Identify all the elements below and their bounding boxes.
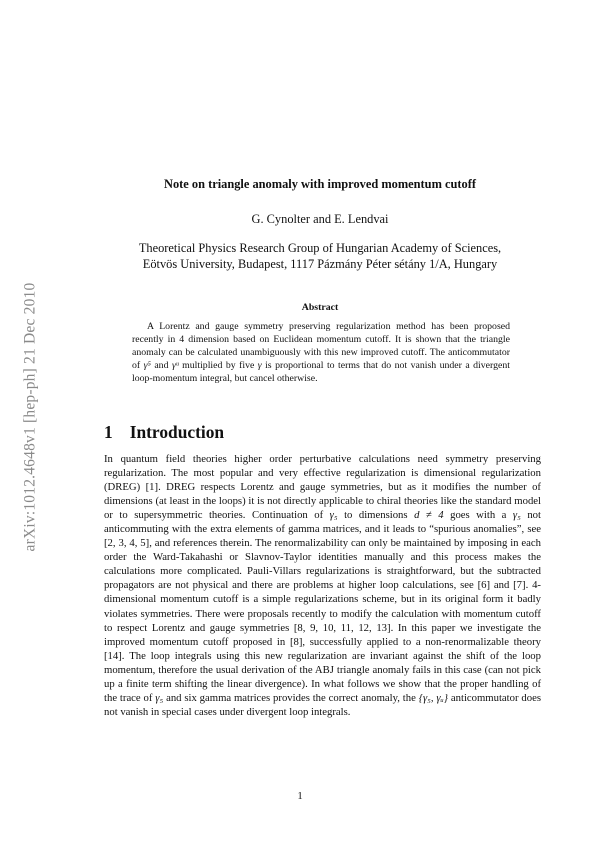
section-number: 1 <box>104 422 113 442</box>
abstract-body <box>132 320 510 385</box>
intro-text-3: goes with a <box>443 509 513 522</box>
intro-math-5: {γ₅, γᵤ} <box>418 691 449 704</box>
abstract-text-c: multiplied by five <box>178 360 258 372</box>
page-number: 1 <box>297 790 303 802</box>
section-title: Introduction <box>129 422 225 442</box>
abstract-heading: Abstract <box>301 302 339 313</box>
intro-math-4: γ₅ <box>155 691 164 704</box>
abstract-math-gamma: γ <box>257 360 262 372</box>
abstract-text-d: is proportional to terms that do not vanish under a divergent loop-momentum integral, but cancel otherwise. <box>132 360 510 385</box>
intro-text-5: and six gamma matrices provides the correct anomaly, the <box>163 691 419 704</box>
intro-text-6: anticommutator does not vanish in special cases under divergent loop integrals. <box>104 691 541 718</box>
intro-math-1: γ₅ <box>329 509 338 522</box>
introduction-paragraph <box>104 452 541 719</box>
arxiv-identifier-text: arXiv:1012.4648v1 [hep-ph] 21 Dec 2010 <box>21 282 39 552</box>
section-heading <box>104 422 224 443</box>
affiliation-line-1: Theoretical Physics Research Group of Hungarian Academy of Sciences, <box>138 241 502 255</box>
abstract-text-b: and <box>150 360 172 372</box>
paper-authors: G. Cynolter and E. Lendvai <box>251 212 389 226</box>
abstract-text-a: A Lorentz and gauge symmetry preserving regularization method has been proposed recently in 4 dimension based on Euclidean momentum cutoff. It is shown that the triangle anomaly can be calculated unambiguously with this new improved cutoff. The anticommutator of <box>132 321 510 372</box>
arxiv-identifier <box>18 242 42 592</box>
affiliation <box>100 240 540 272</box>
intro-text-4: not anticommuting with the extra elements of gamma matrices, and it leads to “spurious anomalies”, see [2, 3, 4, 5], and references therein. The renormalizability can only be maintained by imposing in each order the Ward-Takahashi or Slavnov-Taylor identities manually and this process makes the calculations more complicated. Pauli-Villars regularizations is straightforward, but the subtracted propagators are not physical and there are problems at higher loop calculations, see [6] and [7]. 4-dimensional momentum cutoff is a simple regularizations scheme, but in its original form it badly violates symmetries. There were proposals recently to modify the calculation with momentum cutoff to respect Lorentz and gauge symmetries [8, 9, 10, 11, 12, 13]. In this paper we investigate the improved momentum cutoff proposed in [8], successfully applied to a non-renormalizable theory [14]. The loop integrals using this new regularization are invariant against the shift of the loop momentum, therefore the usual derivation of the ABJ triangle anomaly fails in this case (can not pick up a finite term shifting the linear divergence). In what follows we show that the proper handling of the trace of <box>104 509 541 704</box>
affiliation-line-2: Eötvös University, Budapest, 1117 Pázmány Péter sétány 1/A, Hungary <box>142 257 498 271</box>
abstract-math-gamma5: γ⁵ <box>143 360 151 372</box>
paper-title: Note on triangle anomaly with improved momentum cutoff <box>164 177 476 191</box>
abstract-math-gammamu: γᵘ <box>171 360 179 372</box>
intro-text-2: to dimensions <box>337 509 415 522</box>
intro-math-2: d ≠ 4 <box>414 509 444 522</box>
intro-math-3: γ₅ <box>512 509 521 522</box>
intro-text-1: In quantum field theories higher order perturbative calculations need symmetry preserving regularization. The most popular and very effective regularization is dimensional regularization (DREG) [1]. DREG respects Lorentz and gauge symmetries, but as it modifies the number of dimensions (at least in the loops) it is not directly applicable to chiral theories like the standard model or to supersymmetric theories. Continuation of <box>104 453 541 522</box>
